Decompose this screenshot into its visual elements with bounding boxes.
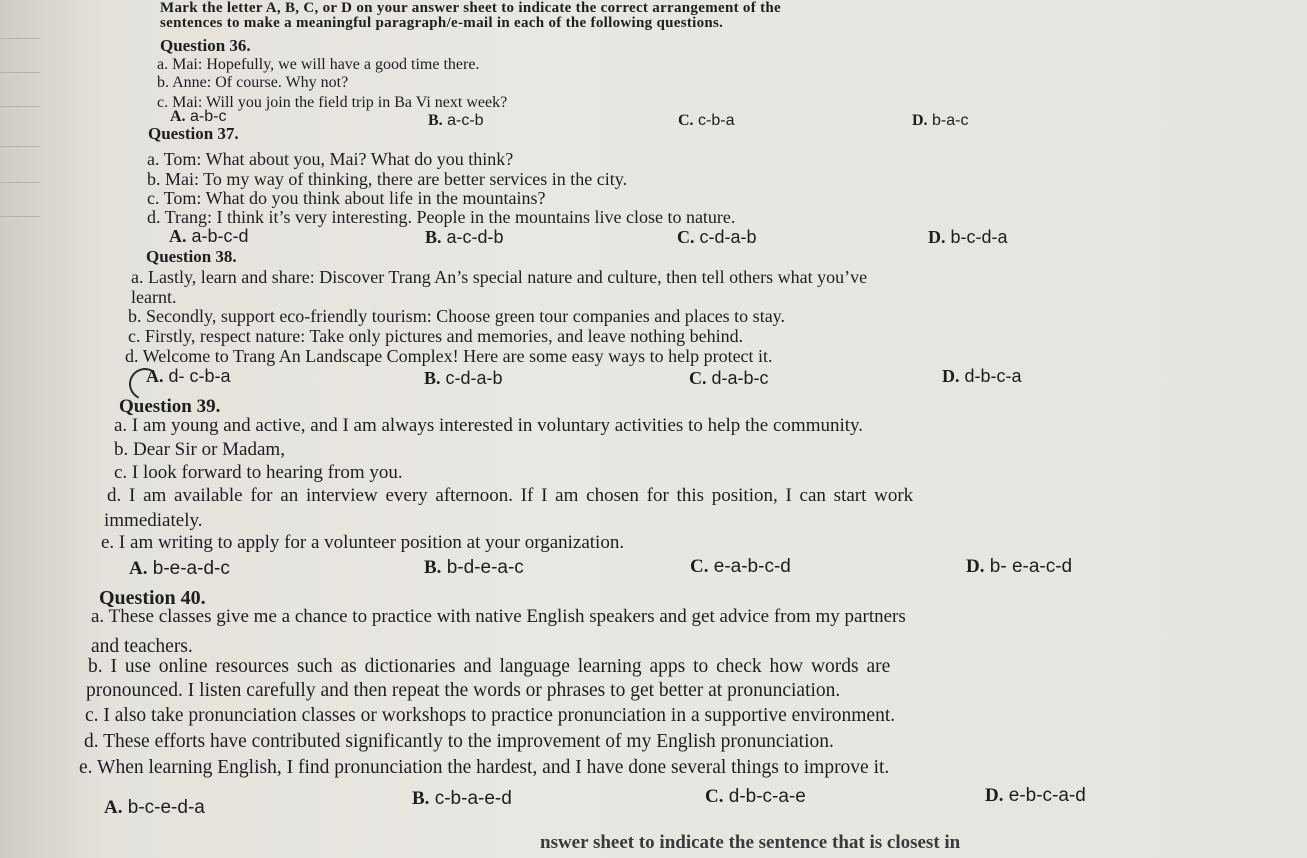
sentence-line: c. Firstly, respect nature: Take only pictures and memories, and leave nothing behind. xyxy=(128,326,744,346)
sentence-line: c. Mai: Will you join the field trip in Ba Vi next week? xyxy=(157,94,508,111)
sentence-line: immediately. xyxy=(104,510,203,531)
answer-option-d[interactable] xyxy=(912,112,968,130)
answer-option-b[interactable] xyxy=(424,368,503,389)
answer-option-b[interactable] xyxy=(428,112,484,130)
option-letter: A. xyxy=(146,366,164,386)
option-letter: A. xyxy=(129,558,148,579)
sentence-line: e. I am writing to apply for a volunteer position at your organization. xyxy=(101,532,625,553)
sentence-line: d. I am available for an interview every afternoon. If I am chosen for this position, I can start work xyxy=(107,485,914,506)
option-text: d- c-b-a xyxy=(168,366,231,386)
margin-line xyxy=(0,182,40,183)
option-text: b- e-a-c-d xyxy=(989,556,1073,577)
answer-option-a[interactable] xyxy=(146,366,231,387)
option-letter: B. xyxy=(412,788,430,809)
option-text: b-c-e-d-a xyxy=(127,797,205,818)
sentence-line: d. Welcome to Trang An Landscape Complex! Here are some easy ways to help protect it. xyxy=(125,346,773,366)
question-title: Question 40. xyxy=(99,587,206,609)
sentence-line: a. I am young and active, and I am always interested in voluntary activities to help the community. xyxy=(114,415,864,436)
answer-option-c[interactable] xyxy=(677,227,757,248)
sentence-line: and teachers. xyxy=(91,636,193,657)
option-text: d-b-c-a xyxy=(964,366,1022,386)
sentence-line: learnt. xyxy=(131,287,177,307)
sentence-line: c. I also take pronunciation classes or workshops to practice pronunciation in a supportive environment. xyxy=(85,705,896,726)
answer-option-a[interactable] xyxy=(169,226,249,247)
option-letter: D. xyxy=(928,227,946,247)
option-text: b-a-c xyxy=(932,112,969,129)
answer-option-a[interactable] xyxy=(104,797,205,819)
sentence-line: b. Mai: To my way of thinking, there are better services in the city. xyxy=(147,169,628,189)
sentence-line: a. Mai: Hopefully, we will have a good time there. xyxy=(157,56,480,73)
instruction-line: Mark the letter A, B, C, or D on your answer sheet to indicate the correct arrangement of the xyxy=(160,0,781,16)
sentence-line: c. Tom: What do you think about life in the mountains? xyxy=(147,188,546,208)
answer-option-d[interactable] xyxy=(985,785,1086,807)
option-text: a-c-b xyxy=(447,112,484,129)
answer-option-a[interactable] xyxy=(129,558,230,580)
option-text: c-b-a-e-d xyxy=(434,788,512,809)
sentence-line: b. Dear Sir or Madam, xyxy=(114,439,285,460)
option-text: a-b-c xyxy=(190,108,227,125)
margin-line xyxy=(0,146,40,147)
sentence-line: c. I look forward to hearing from you. xyxy=(114,462,403,483)
option-text: c-d-a-b xyxy=(445,368,503,388)
sentence-line: b. Secondly, support eco-friendly tourism: Choose green tour companies and places to stay. xyxy=(128,306,786,326)
question-title: Question 39. xyxy=(119,396,221,417)
option-letter: C. xyxy=(705,786,724,807)
question-title: Question 38. xyxy=(146,247,237,266)
sentence-line: d. These efforts have contributed significantly to the improvement of my English pronunciation. xyxy=(84,731,834,752)
answer-option-c[interactable] xyxy=(690,556,791,578)
option-letter: C. xyxy=(689,368,707,388)
option-letter: D. xyxy=(985,785,1004,806)
option-text: c-d-a-b xyxy=(699,227,757,247)
sentence-line: a. Tom: What about you, Mai? What do you think? xyxy=(147,149,514,169)
answer-option-d[interactable] xyxy=(928,227,1008,248)
option-letter: D. xyxy=(942,366,960,386)
option-text: e-b-c-a-d xyxy=(1008,785,1086,806)
option-letter: B. xyxy=(424,557,442,578)
option-letter: D. xyxy=(966,556,985,577)
answer-option-c[interactable] xyxy=(678,112,734,130)
option-letter: D. xyxy=(912,112,928,129)
question-title: Question 37. xyxy=(148,124,239,143)
sentence-line: a. Lastly, learn and share: Discover Trang An’s special nature and culture, then tell others what you’ve xyxy=(131,267,868,287)
answer-option-b[interactable] xyxy=(412,788,512,810)
margin-line xyxy=(0,72,40,73)
answer-option-b[interactable] xyxy=(424,557,524,579)
option-letter: B. xyxy=(424,368,441,388)
option-letter: A. xyxy=(169,226,187,246)
option-letter: A. xyxy=(104,797,123,818)
option-letter: C. xyxy=(677,227,695,247)
instruction-line: sentences to make a meaningful paragraph/e-mail in each of the following questions. xyxy=(160,15,724,31)
question-title: Question 36. xyxy=(160,36,251,55)
margin-line xyxy=(0,106,40,107)
next-instruction-partial: nswer sheet to indicate the sentence that is closest in xyxy=(540,832,961,853)
option-text: c-b-a xyxy=(698,112,735,129)
sentence-line: d. Trang: I think it’s very interesting. People in the mountains live close to nature. xyxy=(147,207,736,227)
option-letter: B. xyxy=(425,227,442,247)
sentence-line: e. When learning English, I find pronunciation the hardest, and I have done several things to improve it. xyxy=(79,757,890,778)
option-text: a-b-c-d xyxy=(191,226,249,246)
answer-option-c[interactable] xyxy=(705,786,806,808)
answer-option-d[interactable] xyxy=(942,366,1022,387)
option-letter: C. xyxy=(690,556,709,577)
answer-option-d[interactable] xyxy=(966,556,1072,578)
option-letter: C. xyxy=(678,112,694,129)
answer-option-c[interactable] xyxy=(689,368,769,389)
answer-option-b[interactable] xyxy=(425,227,504,248)
option-text: d-b-c-a-e xyxy=(728,786,806,807)
option-text: b-e-a-d-c xyxy=(152,558,230,579)
sentence-line: b. I use online resources such as dictionaries and language learning apps to check how words are xyxy=(88,656,891,677)
option-letter: A. xyxy=(170,108,186,125)
option-text: a-c-d-b xyxy=(446,227,504,247)
sentence-line: b. Anne: Of course. Why not? xyxy=(157,74,349,91)
option-text: d-a-b-c xyxy=(711,368,769,388)
margin-line xyxy=(0,38,40,39)
option-text: b-d-e-a-c xyxy=(446,557,524,578)
option-text: b-c-d-a xyxy=(950,227,1008,247)
sentence-line: pronounced. I listen carefully and then repeat the words or phrases to get better at pronunciation. xyxy=(86,680,841,701)
sentence-line: a. These classes give me a chance to practice with native English speakers and get advice from my partners xyxy=(91,606,906,627)
option-letter: B. xyxy=(428,112,443,129)
margin-line xyxy=(0,216,40,217)
option-text: e-a-b-c-d xyxy=(713,556,791,577)
